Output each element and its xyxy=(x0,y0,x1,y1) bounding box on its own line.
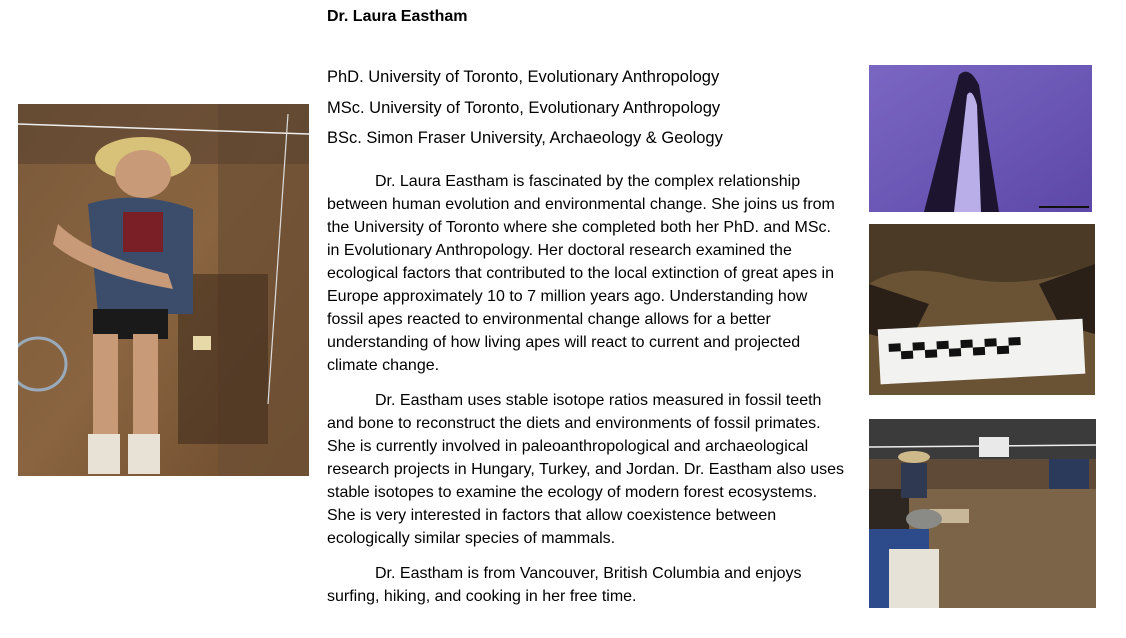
biography xyxy=(327,170,847,620)
tooth-micrograph-photo xyxy=(869,65,1092,212)
degree-list xyxy=(327,62,723,154)
dig-site-team-photo xyxy=(869,419,1096,608)
fossil-with-scale-photo xyxy=(869,224,1095,395)
profile-name: Dr. Laura Eastham xyxy=(327,8,468,25)
bio-paragraph-methods: Dr. Eastham uses stable isotope ratios measured in fossil teeth and bone to reconstruct the diets and environments of fossil primates. She is currently involved in paleoanthropological and archaeological research projects in Hungary, Turkey, and Jordan. Dr. Eastham also uses stable isotopes to examine the ecology of modern forest ecosystems. She is very interested in factors that allow coexistence between ecologically similar species of mammals. xyxy=(327,392,844,547)
degree-msc: MSc. University of Toronto, Evolutionary Anthropology xyxy=(327,98,721,117)
bio-paragraph-personal: Dr. Eastham is from Vancouver, British Columbia and enjoys surfing, hiking, and cooking in her free time. xyxy=(327,565,802,605)
bio-paragraph-research: Dr. Laura Eastham is fascinated by the complex relationship between human evolution and environmental change. She joins us from the University of Toronto where she completed both her PhD. and MSc. in Evolutionary Anthropology. Her doctoral research examined the ecological factors that contributed to the local extinction of great apes in Europe approximately 10 to 7 million years ago. Understanding how fossil apes reacted to environmental change allows for a better understanding of how living apes will react to current and projected climate change. xyxy=(327,173,835,374)
excavation-portrait-photo xyxy=(18,104,309,476)
degree-bsc: BSc. Simon Fraser University, Archaeology & Geology xyxy=(327,129,723,147)
degree-phd: PhD. University of Toronto, Evolutionary Anthropology xyxy=(327,68,720,86)
